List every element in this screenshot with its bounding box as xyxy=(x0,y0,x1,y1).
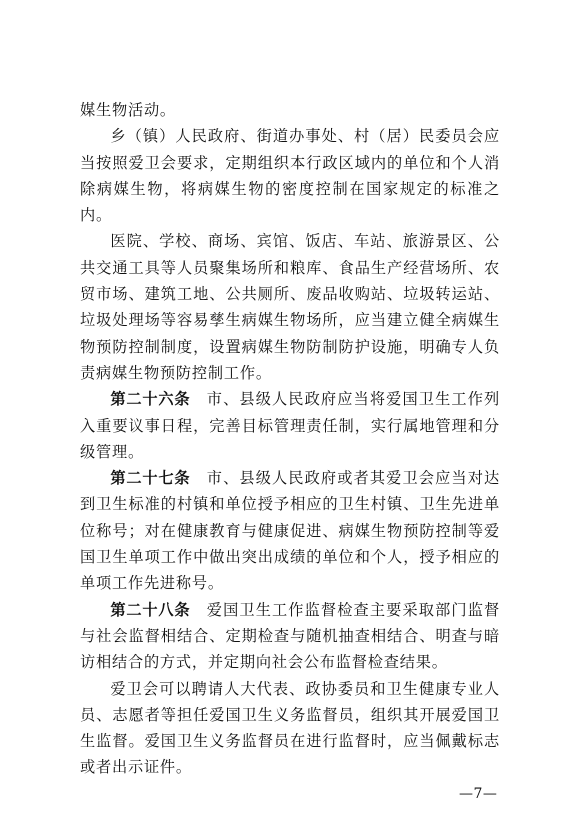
article-28 xyxy=(80,597,500,676)
paragraph-public-places xyxy=(80,228,500,386)
paragraph-text: 乡（镇）人民政府、街道办事处、村（居）民委员会应当按照爱卫会要求，定期组织本行政区域内的单位和个人消除病媒生物，将病媒生物的密度控制在国家规定的标准之内。 xyxy=(80,127,500,225)
paragraph-township-duty xyxy=(80,123,500,228)
article-title: 第二十六条 xyxy=(110,390,191,409)
page-number: —7— xyxy=(459,786,498,802)
article-text: 市、县级人民政府或者其爱卫会应当对达到卫生标准的村镇和单位授予相应的卫生村镇、卫生先进单位称号；对在健康教育与健康促进、病媒生物预防控制等爱国卫生单项工作中做出突出成绩的单位和个人，授予相应的单项工作先进称号。 xyxy=(80,469,501,593)
article-26 xyxy=(80,386,500,465)
paragraph-supervisors xyxy=(80,676,500,781)
paragraph-text: 媒生物活动。 xyxy=(80,101,176,119)
article-27 xyxy=(80,465,500,596)
article-text: 市、县级人民政府应当将爱国卫生工作列入重要议事日程，完善目标管理责任制，实行属地管理和分级管理。 xyxy=(80,390,501,461)
paragraph-text: 爱卫会可以聘请人大代表、政协委员和卫生健康专业人员、志愿者等担任爱国卫生义务监督员，组织其开展爱国卫生监督。爱国卫生义务监督员在进行监督时，应当佩戴标志或者出示证件。 xyxy=(80,679,500,777)
article-title: 第二十八条 xyxy=(110,600,191,619)
paragraph-text: 医院、学校、商场、宾馆、饭店、车站、旅游景区、公共交通工具等人员聚集场所和粮库、食品生产经营场所、农贸市场、建筑工地、公共厕所、废品收购站、垃圾转运站、垃圾处理场等容易孳生病媒生物场所，应当建立健全病媒生物预防控制制度，设置病媒生物防制防护设施，明确专人负责病媒生物预防控制工作。 xyxy=(80,232,500,382)
article-title: 第二十七条 xyxy=(110,469,191,488)
document-body xyxy=(80,97,500,781)
paragraph-continuation xyxy=(80,97,500,123)
article-text: 爱国卫生工作监督检查主要采取部门监督与社会监督相结合、定期检查与随机抽查相结合、明查与暗访相结合的方式，并定期向社会公布监督检查结果。 xyxy=(80,600,501,672)
